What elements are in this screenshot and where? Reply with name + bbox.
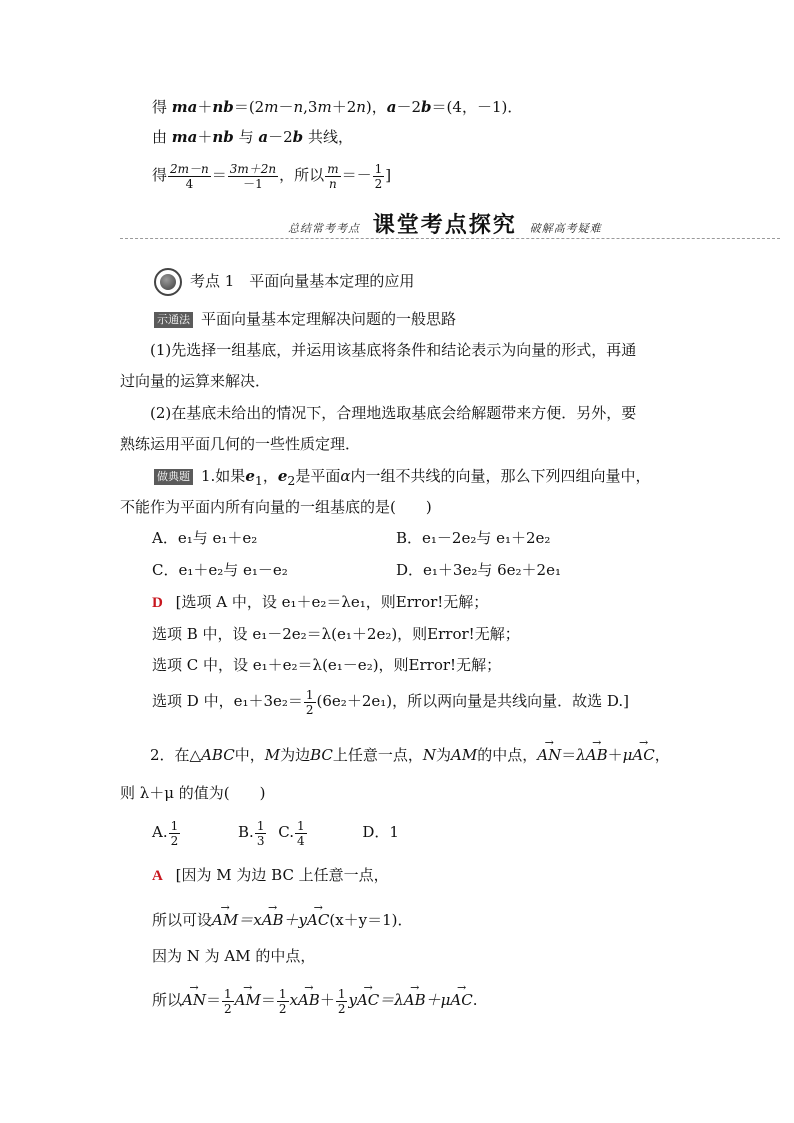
vector-AC: → AC bbox=[450, 976, 472, 1020]
fraction bbox=[222, 987, 234, 1016]
text: 共线， bbox=[307, 128, 353, 146]
text: ＋μ bbox=[425, 991, 451, 1009]
vector-AB: → AB bbox=[586, 741, 608, 765]
banner-divider bbox=[120, 238, 780, 239]
text: ＋ bbox=[319, 991, 335, 1009]
text: ma bbox=[171, 128, 198, 146]
text: 为 bbox=[436, 746, 452, 764]
vector-AB: → AB bbox=[262, 906, 284, 930]
numerator: 1 bbox=[374, 161, 383, 176]
text: B. bbox=[238, 823, 254, 841]
q1-option-d: D．e₁＋3e₂与 6e₂＋2e₁ bbox=[396, 561, 561, 579]
text: 得 bbox=[152, 166, 168, 184]
q2-solution-line-1 bbox=[152, 865, 389, 886]
text: 为边 bbox=[280, 746, 311, 764]
text: (6e₂＋2e₁)，所以两向量是共线向量．故选 D.] bbox=[316, 692, 629, 710]
text: －2 bbox=[268, 128, 293, 146]
q2-stem-line-2: 则 λ＋μ 的值为( ) bbox=[120, 784, 266, 802]
text: ＝ bbox=[211, 166, 227, 184]
denominator: 4 bbox=[185, 176, 194, 191]
top-line-2 bbox=[152, 127, 353, 147]
section-banner bbox=[288, 213, 602, 239]
text: x bbox=[289, 991, 298, 1009]
text: 所以可设 bbox=[152, 911, 213, 929]
fraction bbox=[255, 819, 267, 848]
paragraph-1a: (1)先选择一组基底，并运用该基底将条件和结论表示为向量的形式，再通 bbox=[150, 341, 637, 359]
q1-option-b: B．e₁－2e₂与 e₁＋2e₂ bbox=[396, 529, 551, 547]
text: ＝－ bbox=[341, 166, 372, 184]
text: ABC bbox=[201, 746, 235, 764]
vector-AN: → AN bbox=[537, 741, 561, 765]
text: e bbox=[245, 467, 255, 485]
vector-AC: → AC bbox=[632, 741, 654, 765]
denominator: 2 bbox=[224, 1001, 232, 1016]
text: α bbox=[340, 467, 351, 485]
paragraph-1b: 过向量的运算来解决． bbox=[120, 372, 271, 390]
text: b bbox=[292, 128, 304, 146]
text: ＝(2 bbox=[233, 98, 265, 116]
text: ＝ bbox=[205, 991, 221, 1009]
text: nb bbox=[212, 98, 234, 116]
text: λ bbox=[576, 746, 586, 764]
q2-solution-line-4 bbox=[152, 976, 478, 1020]
text: 内一组不共线的向量，那么下列四组向量中， bbox=[350, 467, 651, 485]
vector-AB: → AB bbox=[404, 976, 426, 1020]
fraction bbox=[373, 162, 385, 191]
tongfa-tag: 示通法 bbox=[154, 312, 193, 328]
text: [选项 A 中，设 e₁＋e₂＝λe₁，则Error!无解； bbox=[175, 593, 489, 611]
q1-stem-line-2: 不能作为平面内所有向量的一组基底的是( ) bbox=[120, 498, 432, 516]
q2-options bbox=[152, 815, 399, 849]
vector-AB: → AB bbox=[298, 976, 320, 1020]
text: μ bbox=[622, 746, 633, 764]
fraction bbox=[228, 162, 278, 191]
fraction bbox=[277, 987, 289, 1016]
text: 由 bbox=[152, 128, 168, 146]
denominator: n bbox=[329, 176, 337, 191]
fraction bbox=[169, 819, 181, 848]
q2-solution-line-3: 因为 N 为 AM 的中点， bbox=[152, 947, 316, 965]
text: ＝ bbox=[260, 991, 276, 1009]
text: a bbox=[386, 98, 397, 116]
text: 选项 D 中，e₁＋3e₂＝ bbox=[152, 692, 303, 710]
numerator: 1 bbox=[256, 818, 265, 833]
q2-stem-line-1 bbox=[150, 741, 670, 765]
text: m bbox=[264, 98, 279, 116]
banner-left-text: 总结常考考点 bbox=[288, 222, 360, 235]
numerator: 2m－n bbox=[170, 161, 209, 176]
fraction bbox=[304, 688, 316, 717]
text: 是平面 bbox=[295, 467, 341, 485]
q1-solution-line-4 bbox=[152, 684, 629, 718]
numerator: 3m＋2n bbox=[229, 161, 277, 176]
text: e bbox=[277, 467, 288, 485]
numerator: 1 bbox=[296, 818, 305, 833]
denominator: 2 bbox=[337, 1001, 346, 1016]
q1-option-a: A．e₁与 e₁＋e₂ bbox=[152, 529, 258, 547]
text: a bbox=[258, 128, 269, 146]
q2-option-d: D．1 bbox=[362, 823, 399, 841]
text: 上任意一点， bbox=[332, 746, 423, 764]
q1-option-c: C．e₁＋e₂与 e₁－e₂ bbox=[152, 561, 288, 579]
numerator: 1 bbox=[305, 687, 314, 702]
text: ， bbox=[654, 746, 670, 764]
text: . bbox=[472, 991, 478, 1009]
text: M bbox=[264, 746, 281, 764]
text: ＋ bbox=[197, 98, 213, 116]
text: b bbox=[421, 98, 432, 116]
text: n bbox=[356, 98, 366, 116]
text: [因为 M 为边 BC 上任意一点， bbox=[175, 866, 389, 884]
q2-solution-line-2 bbox=[152, 906, 413, 930]
numerator: 1 bbox=[170, 818, 179, 833]
banner-title: 课堂考点探究 bbox=[372, 213, 517, 238]
text: n bbox=[293, 98, 304, 116]
text: nb bbox=[212, 128, 234, 146]
text: AM bbox=[451, 746, 478, 764]
text: 1.如果 bbox=[201, 467, 246, 485]
fraction bbox=[168, 162, 211, 191]
text: ＋y bbox=[283, 911, 308, 929]
text: ＝ bbox=[561, 746, 577, 764]
text: 得 bbox=[152, 98, 168, 116]
top-line-3 bbox=[152, 158, 391, 192]
numerator: 1 bbox=[278, 986, 287, 1001]
numerator: 1 bbox=[337, 986, 346, 1001]
numerator: 1 bbox=[224, 986, 232, 1001]
text: ] bbox=[385, 166, 392, 184]
numerator: m bbox=[327, 161, 339, 176]
denominator: 4 bbox=[296, 833, 305, 848]
text: 2．在△ bbox=[150, 746, 202, 764]
text: 所以 bbox=[152, 991, 183, 1009]
circle-bullet-icon bbox=[154, 268, 182, 296]
text: ＋ bbox=[607, 746, 623, 764]
banner-right-text: 破解高考疑难 bbox=[529, 222, 602, 235]
q1-solution-line-3: 选项 C 中，设 e₁＋e₂＝λ(e₁－e₂)，则Error!无解； bbox=[152, 656, 502, 674]
q1-solution-line-2: 选项 B 中，设 e₁－2e₂＝λ(e₁＋2e₂)，则Error!无解； bbox=[152, 625, 520, 643]
vector-AC: → AC bbox=[307, 906, 329, 930]
kaodian-heading bbox=[154, 268, 414, 296]
denominator: 2 bbox=[374, 176, 383, 191]
fraction bbox=[336, 987, 348, 1016]
text: ＝λ bbox=[379, 991, 404, 1009]
text: －2 bbox=[396, 98, 422, 116]
vector-AC: → AC bbox=[357, 976, 379, 1020]
text: ，所以 bbox=[279, 166, 325, 184]
denominator: 2 bbox=[170, 833, 179, 848]
fraction bbox=[295, 819, 307, 848]
q2-option-b bbox=[238, 818, 267, 848]
denominator: 2 bbox=[305, 702, 314, 717]
q2-option-c bbox=[278, 818, 307, 848]
text: ma bbox=[171, 98, 198, 116]
text: ， bbox=[262, 467, 278, 485]
q1-answer: D bbox=[152, 595, 163, 611]
text: (x＋y＝1)． bbox=[329, 911, 413, 929]
fraction bbox=[325, 162, 340, 191]
denominator: 3 bbox=[256, 833, 265, 848]
text: 2 bbox=[287, 473, 296, 488]
text: 1 bbox=[254, 473, 263, 488]
text: ＝(4，－1)． bbox=[431, 98, 523, 116]
text: ,3 bbox=[303, 98, 318, 116]
q1-solution-line-1 bbox=[152, 592, 488, 613]
dianti-tag: 做典题 bbox=[154, 469, 193, 485]
text: 中， bbox=[234, 746, 265, 764]
paragraph-2a: (2)在基底未给出的情况下，合理地选取基底会给解题带来方便．另外，要 bbox=[150, 404, 637, 422]
text: 的中点， bbox=[477, 746, 538, 764]
vector-AN: → AN bbox=[182, 976, 206, 1020]
vector-AM: → AM bbox=[235, 976, 261, 1020]
paragraph-2b: 熟练运用平面几何的一些性质定理． bbox=[120, 435, 361, 453]
top-line-1 bbox=[152, 97, 522, 117]
tongfa-title: 平面向量基本定理解决问题的一般思路 bbox=[201, 310, 457, 328]
text: － bbox=[278, 98, 294, 116]
text: C. bbox=[278, 823, 294, 841]
denominator: －1 bbox=[243, 176, 263, 191]
text: N bbox=[422, 746, 437, 764]
text: ＋2 bbox=[331, 98, 357, 116]
tongfa-heading bbox=[154, 309, 456, 329]
text: BC bbox=[310, 746, 333, 764]
q2-answer: A bbox=[152, 868, 163, 884]
text: ＝x bbox=[238, 911, 262, 929]
vector-AM: → AM bbox=[212, 906, 238, 930]
text: A. bbox=[152, 823, 168, 841]
q1-stem-line-1 bbox=[154, 466, 651, 491]
text: 与 bbox=[238, 128, 254, 146]
text: )， bbox=[365, 98, 387, 116]
text: m bbox=[317, 98, 332, 116]
denominator: 2 bbox=[278, 1001, 287, 1016]
kaodian-title: 考点 1 平面向量基本定理的应用 bbox=[190, 272, 415, 290]
text: y bbox=[348, 991, 357, 1009]
q2-option-a bbox=[152, 818, 181, 848]
text: ＋ bbox=[197, 128, 213, 146]
